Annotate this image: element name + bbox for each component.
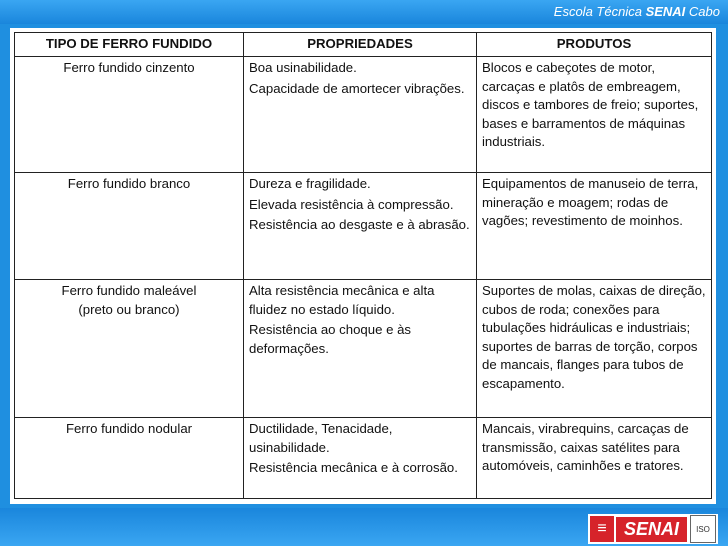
header-brand bbox=[554, 4, 720, 19]
products-cell bbox=[477, 173, 712, 280]
properties-cell bbox=[244, 57, 477, 173]
products-text: Blocos e cabeçotes de motor, carcaças e platôs de embreagem, discos e tambores de freio; suportes, bases e barramentos de máquinas industriais. bbox=[482, 60, 699, 149]
products-cell bbox=[477, 280, 712, 418]
column-header-properties: PROPRIEDADES bbox=[244, 33, 477, 57]
city-label: Cabo bbox=[688, 4, 720, 19]
type-label: Ferro fundido branco bbox=[67, 176, 191, 191]
column-header-products: PRODUTOS bbox=[477, 33, 712, 57]
property-text: Boa usinabilidade. bbox=[249, 60, 357, 75]
property-text: Resistência ao choque e às deformações. bbox=[249, 322, 412, 356]
school-label: Escola Técnica bbox=[553, 4, 642, 19]
property-text: Resistência ao desgaste e à abrasão. bbox=[249, 217, 470, 232]
senai-emblem-icon: ≡ bbox=[590, 516, 614, 542]
type-sublabel: (preto ou branco) bbox=[78, 301, 180, 317]
products-text: Equipamentos de manuseio de terra, mineração e moagem; rodas de vagões; revestimento de moinhos. bbox=[482, 176, 699, 228]
logo-wordmark: SENAI bbox=[616, 517, 687, 542]
iso-badge-icon: ISO bbox=[690, 515, 716, 543]
property-text: Alta resistência mecânica e alta fluidez no estado líquido. bbox=[249, 283, 435, 317]
type-label: Ferro fundido cinzento bbox=[63, 60, 195, 75]
type-cell bbox=[15, 57, 244, 173]
products-cell bbox=[477, 418, 712, 499]
properties-cell bbox=[244, 280, 477, 418]
iron-types-table bbox=[14, 32, 712, 499]
top-bar bbox=[0, 0, 728, 24]
table-row bbox=[15, 280, 712, 418]
senai-logo bbox=[588, 514, 718, 544]
table-row bbox=[15, 57, 712, 173]
table-row bbox=[15, 418, 712, 499]
products-text: Suportes de molas, caixas de direção, cubos de roda; conexões para tubulações hidráulicas e industriais; suportes de barras de torção, corpos de mancais, flanges para tubos de escapamento. bbox=[482, 283, 706, 391]
table-row bbox=[15, 173, 712, 280]
products-cell bbox=[477, 57, 712, 173]
brand-label: SENAI bbox=[645, 4, 686, 19]
type-label: Ferro fundido nodular bbox=[65, 421, 193, 436]
properties-cell bbox=[244, 173, 477, 280]
type-cell bbox=[15, 418, 244, 499]
products-text: Mancais, virabrequins, carcaças de transmissão, caixas satélites para automóveis, caminhões e tratores. bbox=[482, 421, 689, 473]
properties-cell bbox=[244, 418, 477, 499]
property-text: Ductilidade, Tenacidade, usinabilidade. bbox=[249, 421, 393, 455]
property-text: Capacidade de amortecer vibrações. bbox=[249, 80, 465, 96]
type-cell bbox=[15, 173, 244, 280]
property-text: Resistência mecânica e à corrosão. bbox=[249, 460, 458, 475]
column-header-type: TIPO DE FERRO FUNDIDO bbox=[15, 33, 244, 57]
property-text: Elevada resistência à compressão. bbox=[249, 196, 454, 212]
property-text: Dureza e fragilidade. bbox=[249, 176, 371, 191]
type-label: Ferro fundido maleável bbox=[61, 283, 197, 298]
table-header-row bbox=[15, 33, 712, 57]
type-cell bbox=[15, 280, 244, 418]
